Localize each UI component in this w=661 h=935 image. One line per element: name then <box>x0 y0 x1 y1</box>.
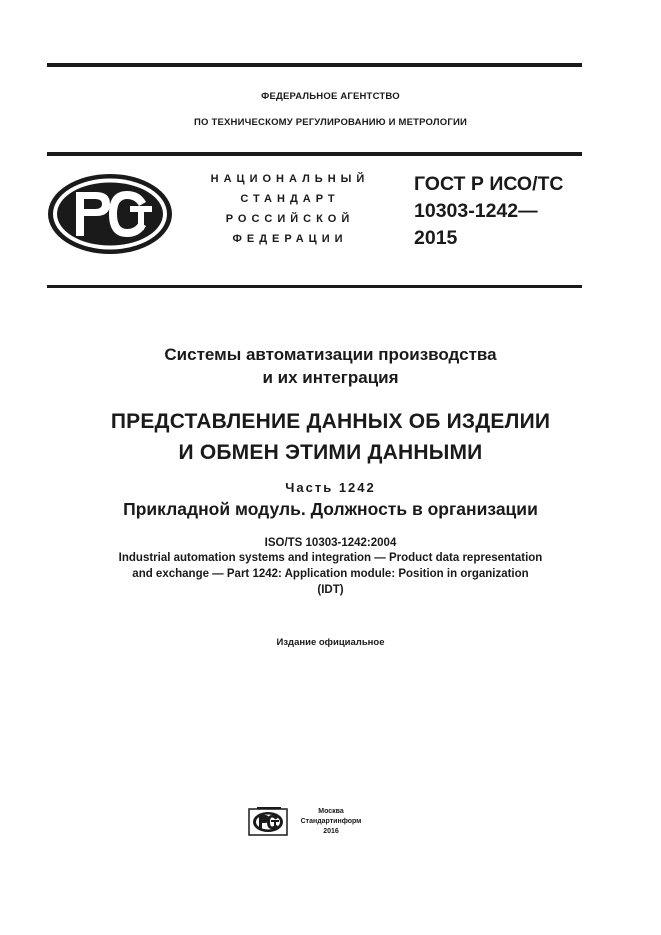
standard-block-bottom-rule <box>47 285 582 288</box>
part-number: Часть 1242 <box>285 480 376 495</box>
series-title-line-1: Системы автоматизации производства <box>164 345 497 364</box>
standartinform-logo-icon <box>247 806 289 837</box>
gost-r-logo-icon <box>46 172 174 256</box>
header-bottom-rule <box>47 152 582 156</box>
series-title-line-2: и их интеграция <box>262 368 399 387</box>
standard-kind-line-1: НАЦИОНАЛЬНЫЙ <box>210 173 370 185</box>
agency-line-2: ПО ТЕХНИЧЕСКОМУ РЕГУЛИРОВАНИЮ И МЕТРОЛОГИИ <box>194 117 467 128</box>
agency-line-1: ФЕДЕРАЛЬНОЕ АГЕНТСТВО <box>261 91 400 102</box>
top-rule <box>47 63 582 67</box>
iso-title-line-1: Industrial automation systems and integration — Product data representation <box>118 552 543 564</box>
module-title: Прикладной модуль. Должность в организации <box>123 499 538 519</box>
publisher-name: Стандартинформ <box>300 818 362 825</box>
standard-kind-line-4: ФЕДЕРАЦИИ <box>232 233 348 245</box>
publisher-city: Москва <box>318 808 344 815</box>
iso-title-line-2: and exchange — Part 1242: Application module: Position in organization <box>132 568 529 580</box>
standard-kind-line-3: РОССИЙСКОЙ <box>225 213 355 225</box>
publisher-year: 2016 <box>323 828 339 835</box>
main-title-line-1: ПРЕДСТАВЛЕНИЕ ДАННЫХ ОБ ИЗДЕЛИИ <box>110 410 551 433</box>
iso-designation: ISO/TS 10303-1242:2004 <box>264 537 397 549</box>
standard-kind-line-2: СТАНДАРТ <box>240 193 340 205</box>
gost-code-line-2: 10303-1242— <box>414 200 538 222</box>
gost-code-line-1: ГОСТ Р ИСО/ТС <box>414 173 564 195</box>
iso-title-line-3: (IDT) <box>317 584 344 596</box>
edition-label: Издание официальное <box>276 637 385 648</box>
gost-code-line-3: 2015 <box>414 227 458 249</box>
main-title-line-2: И ОБМЕН ЭТИМИ ДАННЫМИ <box>178 441 483 464</box>
